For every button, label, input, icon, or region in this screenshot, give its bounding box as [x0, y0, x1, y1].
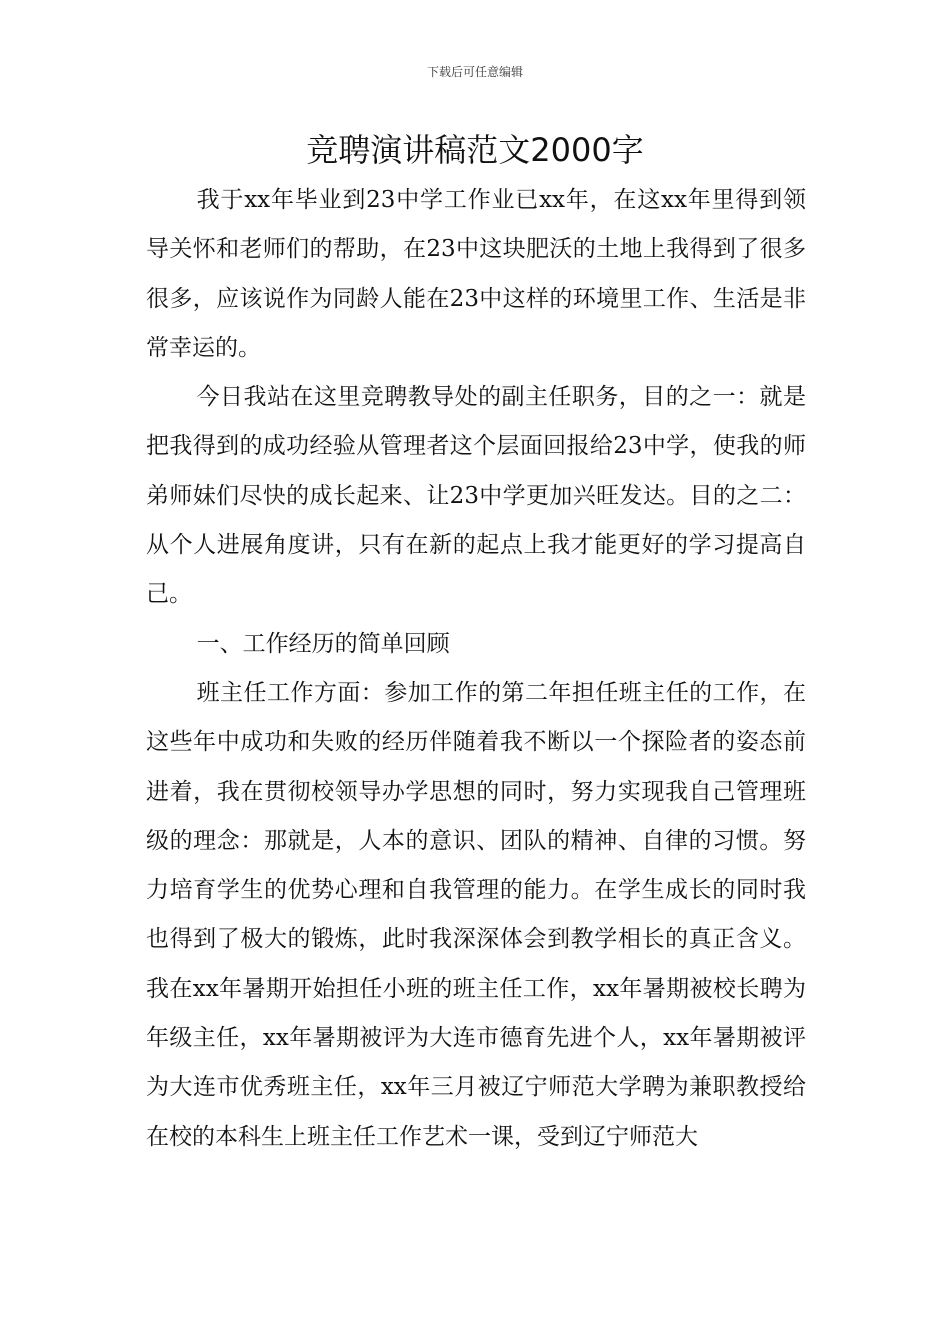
page-header-note: 下载后可任意编辑 — [426, 65, 523, 79]
document-body — [146, 176, 806, 1162]
paragraph-purpose: 今日我站在这里竞聘教导处的副主任职务，目的之一：就是把我得到的成功经验从管理者这个层面回报给23中学，使我的师弟师妹们尽快的成长起来、让23中学更加兴旺发达。目的之二：从个人进展角度讲，只有在新的起点上我才能更好的学习提高自己。 — [146, 384, 806, 608]
paragraph-class-teacher: 班主任工作方面：参加工作的第二年担任班主任的工作，在这些年中成功和失败的经历伴随着我不断以一个探险者的姿态前进着，我在贯彻校领导办学思想的同时，努力实现我自己管理班级的理念：那就是，人本的意识、团队的精神、自律的习惯。努力培育学生的优势心理和自我管理的能力。在学生成长的同时我也得到了极大的锻炼，此时我深深体会到教学相长的真正含义。我在xx年暑期开始担任小班的班主任工作，xx年暑期被校长聘为年级主任，xx年暑期被评为大连市德育先进个人，xx年暑期被评为大连市优秀班主任，xx年三月被辽宁师范大学聘为兼职教授给在校的本科生上班主任工作艺术一课，受到辽宁师范大 — [146, 679, 806, 1150]
document-title: 竞聘演讲稿范文2000字 — [306, 131, 644, 169]
section-heading: 一、工作经历的简单回顾 — [196, 630, 450, 657]
paragraph-intro: 我于xx年毕业到23中学工作业已xx年，在这xx年里得到领导关怀和老师们的帮助，在23中这块肥沃的土地上我得到了很多很多，应该说作为同龄人能在23中这样的环境里工作、生活是非常幸运的。 — [146, 187, 806, 361]
